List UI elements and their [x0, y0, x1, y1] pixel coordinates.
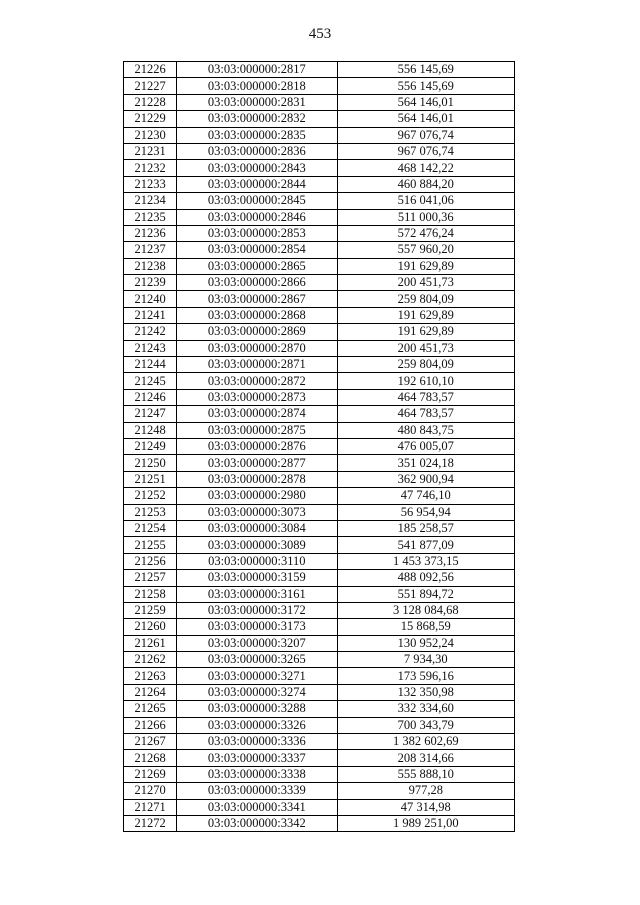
row-number-cell: 21266: [124, 717, 177, 733]
value-cell: 700 343,79: [337, 717, 514, 733]
row-number-cell: 21272: [124, 815, 177, 831]
cadastral-number-cell: 03:03:000000:2870: [177, 340, 337, 356]
table-row: [124, 520, 515, 536]
value-cell: 572 476,24: [337, 225, 514, 241]
cadastral-number-cell: 03:03:000000:3274: [177, 684, 337, 700]
row-number-cell: 21267: [124, 734, 177, 750]
value-cell: 967 076,74: [337, 127, 514, 143]
row-number-cell: 21271: [124, 799, 177, 815]
value-cell: 551 894,72: [337, 586, 514, 602]
value-cell: 460 884,20: [337, 176, 514, 192]
row-number-cell: 21248: [124, 422, 177, 438]
cadastral-number-cell: 03:03:000000:2872: [177, 373, 337, 389]
value-cell: 555 888,10: [337, 766, 514, 782]
table-row: [124, 717, 515, 733]
row-number-cell: 21231: [124, 143, 177, 159]
value-cell: 556 145,69: [337, 78, 514, 94]
value-cell: 132 350,98: [337, 684, 514, 700]
cadastral-number-cell: 03:03:000000:2877: [177, 455, 337, 471]
value-cell: 200 451,73: [337, 340, 514, 356]
cadastral-number-cell: 03:03:000000:2871: [177, 357, 337, 373]
value-cell: 47 314,98: [337, 799, 514, 815]
row-number-cell: 21255: [124, 537, 177, 553]
table-row: [124, 176, 515, 192]
table-row: [124, 602, 515, 618]
table-row: [124, 766, 515, 782]
cadastral-number-cell: 03:03:000000:2868: [177, 307, 337, 323]
table-row: [124, 438, 515, 454]
value-cell: 468 142,22: [337, 160, 514, 176]
row-number-cell: 21241: [124, 307, 177, 323]
table-row: [124, 111, 515, 127]
row-number-cell: 21257: [124, 570, 177, 586]
row-number-cell: 21238: [124, 258, 177, 274]
table-row: [124, 734, 515, 750]
row-number-cell: 21250: [124, 455, 177, 471]
cadastral-number-cell: 03:03:000000:3173: [177, 619, 337, 635]
value-cell: 564 146,01: [337, 111, 514, 127]
cadastral-number-cell: 03:03:000000:2835: [177, 127, 337, 143]
row-number-cell: 21240: [124, 291, 177, 307]
cadastral-number-cell: 03:03:000000:3207: [177, 635, 337, 651]
row-number-cell: 21247: [124, 406, 177, 422]
cadastral-number-cell: 03:03:000000:3336: [177, 734, 337, 750]
cadastral-number-cell: 03:03:000000:2832: [177, 111, 337, 127]
cadastral-number-cell: 03:03:000000:3341: [177, 799, 337, 815]
row-number-cell: 21236: [124, 225, 177, 241]
value-cell: 464 783,57: [337, 406, 514, 422]
cadastral-number-cell: 03:03:000000:2865: [177, 258, 337, 274]
value-cell: 191 629,89: [337, 324, 514, 340]
table-row: [124, 275, 515, 291]
row-number-cell: 21246: [124, 389, 177, 405]
row-number-cell: 21259: [124, 602, 177, 618]
value-cell: 191 629,89: [337, 258, 514, 274]
value-cell: 476 005,07: [337, 438, 514, 454]
table-row: [124, 570, 515, 586]
row-number-cell: 21256: [124, 553, 177, 569]
value-cell: 480 843,75: [337, 422, 514, 438]
cadastral-number-cell: 03:03:000000:2844: [177, 176, 337, 192]
value-cell: 259 804,09: [337, 291, 514, 307]
cadastral-number-cell: 03:03:000000:3326: [177, 717, 337, 733]
value-cell: 511 000,36: [337, 209, 514, 225]
row-number-cell: 21265: [124, 701, 177, 717]
cadastral-number-cell: 03:03:000000:2818: [177, 78, 337, 94]
value-cell: 556 145,69: [337, 62, 514, 78]
value-cell: 191 629,89: [337, 307, 514, 323]
cadastral-number-cell: 03:03:000000:2845: [177, 193, 337, 209]
row-number-cell: 21242: [124, 324, 177, 340]
table-row: [124, 701, 515, 717]
value-cell: 362 900,94: [337, 471, 514, 487]
table-row: [124, 537, 515, 553]
table-row: [124, 488, 515, 504]
cadastral-number-cell: 03:03:000000:2866: [177, 275, 337, 291]
table-row: [124, 504, 515, 520]
table-row: [124, 783, 515, 799]
row-number-cell: 21261: [124, 635, 177, 651]
table-row: [124, 324, 515, 340]
cadastral-number-cell: 03:03:000000:3339: [177, 783, 337, 799]
row-number-cell: 21264: [124, 684, 177, 700]
cadastral-number-cell: 03:03:000000:2869: [177, 324, 337, 340]
table-row: [124, 193, 515, 209]
value-cell: 488 092,56: [337, 570, 514, 586]
table-row: [124, 340, 515, 356]
value-cell: 130 952,24: [337, 635, 514, 651]
value-cell: 192 610,10: [337, 373, 514, 389]
row-number-cell: 21244: [124, 357, 177, 373]
table-row: [124, 258, 515, 274]
table-row: [124, 389, 515, 405]
table-row: [124, 307, 515, 323]
cadastral-number-cell: 03:03:000000:3271: [177, 668, 337, 684]
row-number-cell: 21227: [124, 78, 177, 94]
cadastral-number-cell: 03:03:000000:3265: [177, 652, 337, 668]
value-cell: 541 877,09: [337, 537, 514, 553]
cadastral-number-cell: 03:03:000000:3089: [177, 537, 337, 553]
value-cell: 173 596,16: [337, 668, 514, 684]
row-number-cell: 21249: [124, 438, 177, 454]
value-cell: 557 960,20: [337, 242, 514, 258]
row-number-cell: 21233: [124, 176, 177, 192]
table-row: [124, 750, 515, 766]
value-cell: 1 453 373,15: [337, 553, 514, 569]
row-number-cell: 21251: [124, 471, 177, 487]
cadastral-number-cell: 03:03:000000:3338: [177, 766, 337, 782]
row-number-cell: 21260: [124, 619, 177, 635]
row-number-cell: 21235: [124, 209, 177, 225]
table-row: [124, 471, 515, 487]
cadastral-number-cell: 03:03:000000:3161: [177, 586, 337, 602]
row-number-cell: 21268: [124, 750, 177, 766]
row-number-cell: 21234: [124, 193, 177, 209]
table-row: [124, 62, 515, 78]
cadastral-number-cell: 03:03:000000:2836: [177, 143, 337, 159]
value-cell: 7 934,30: [337, 652, 514, 668]
value-cell: 259 804,09: [337, 357, 514, 373]
value-cell: 1 382 602,69: [337, 734, 514, 750]
cadastral-number-cell: 03:03:000000:2874: [177, 406, 337, 422]
row-number-cell: 21270: [124, 783, 177, 799]
row-number-cell: 21254: [124, 520, 177, 536]
value-cell: 967 076,74: [337, 143, 514, 159]
value-cell: 3 128 084,68: [337, 602, 514, 618]
row-number-cell: 21239: [124, 275, 177, 291]
row-number-cell: 21253: [124, 504, 177, 520]
table-row: [124, 160, 515, 176]
table-row: [124, 668, 515, 684]
row-number-cell: 21262: [124, 652, 177, 668]
table-row: [124, 406, 515, 422]
cadastral-number-cell: 03:03:000000:3337: [177, 750, 337, 766]
row-number-cell: 21269: [124, 766, 177, 782]
cadastral-number-cell: 03:03:000000:3172: [177, 602, 337, 618]
row-number-cell: 21243: [124, 340, 177, 356]
value-cell: 208 314,66: [337, 750, 514, 766]
table-body: [124, 62, 515, 832]
value-cell: 564 146,01: [337, 94, 514, 110]
cadastral-number-cell: 03:03:000000:2854: [177, 242, 337, 258]
value-cell: 47 746,10: [337, 488, 514, 504]
value-cell: 351 024,18: [337, 455, 514, 471]
row-number-cell: 21263: [124, 668, 177, 684]
row-number-cell: 21226: [124, 62, 177, 78]
table-row: [124, 635, 515, 651]
value-cell: 464 783,57: [337, 389, 514, 405]
cadastral-number-cell: 03:03:000000:3073: [177, 504, 337, 520]
value-cell: 15 868,59: [337, 619, 514, 635]
cadastral-number-cell: 03:03:000000:2873: [177, 389, 337, 405]
cadastral-number-cell: 03:03:000000:2876: [177, 438, 337, 454]
row-number-cell: 21237: [124, 242, 177, 258]
table-row: [124, 815, 515, 831]
cadastral-number-cell: 03:03:000000:2817: [177, 62, 337, 78]
table-row: [124, 357, 515, 373]
row-number-cell: 21252: [124, 488, 177, 504]
table-row: [124, 373, 515, 389]
table-row: [124, 94, 515, 110]
row-number-cell: 21229: [124, 111, 177, 127]
row-number-cell: 21232: [124, 160, 177, 176]
cadastral-number-cell: 03:03:000000:2980: [177, 488, 337, 504]
cadastral-value-table: [123, 61, 515, 832]
page-number: 453: [308, 26, 332, 42]
row-number-cell: 21245: [124, 373, 177, 389]
row-number-cell: 21230: [124, 127, 177, 143]
value-cell: 516 041,06: [337, 193, 514, 209]
table-row: [124, 684, 515, 700]
cadastral-number-cell: 03:03:000000:3288: [177, 701, 337, 717]
table-row: [124, 127, 515, 143]
table-row: [124, 242, 515, 258]
cadastral-number-cell: 03:03:000000:2843: [177, 160, 337, 176]
cadastral-number-cell: 03:03:000000:3084: [177, 520, 337, 536]
cadastral-number-cell: 03:03:000000:2875: [177, 422, 337, 438]
table-row: [124, 619, 515, 635]
table-row: [124, 78, 515, 94]
value-cell: 1 989 251,00: [337, 815, 514, 831]
value-cell: 332 334,60: [337, 701, 514, 717]
row-number-cell: 21228: [124, 94, 177, 110]
value-cell: 200 451,73: [337, 275, 514, 291]
row-number-cell: 21258: [124, 586, 177, 602]
cadastral-number-cell: 03:03:000000:2878: [177, 471, 337, 487]
cadastral-number-cell: 03:03:000000:2831: [177, 94, 337, 110]
cadastral-number-cell: 03:03:000000:3110: [177, 553, 337, 569]
value-cell: 977,28: [337, 783, 514, 799]
table-row: [124, 455, 515, 471]
table-row: [124, 422, 515, 438]
cadastral-number-cell: 03:03:000000:3159: [177, 570, 337, 586]
table-row: [124, 225, 515, 241]
cadastral-number-cell: 03:03:000000:2846: [177, 209, 337, 225]
cadastral-number-cell: 03:03:000000:2867: [177, 291, 337, 307]
table-row: [124, 209, 515, 225]
table-row: [124, 799, 515, 815]
value-cell: 185 258,57: [337, 520, 514, 536]
cadastral-number-cell: 03:03:000000:3342: [177, 815, 337, 831]
table-row: [124, 143, 515, 159]
value-cell: 56 954,94: [337, 504, 514, 520]
table-row: [124, 553, 515, 569]
table-row: [124, 652, 515, 668]
cadastral-number-cell: 03:03:000000:2853: [177, 225, 337, 241]
table-row: [124, 291, 515, 307]
table-row: [124, 586, 515, 602]
